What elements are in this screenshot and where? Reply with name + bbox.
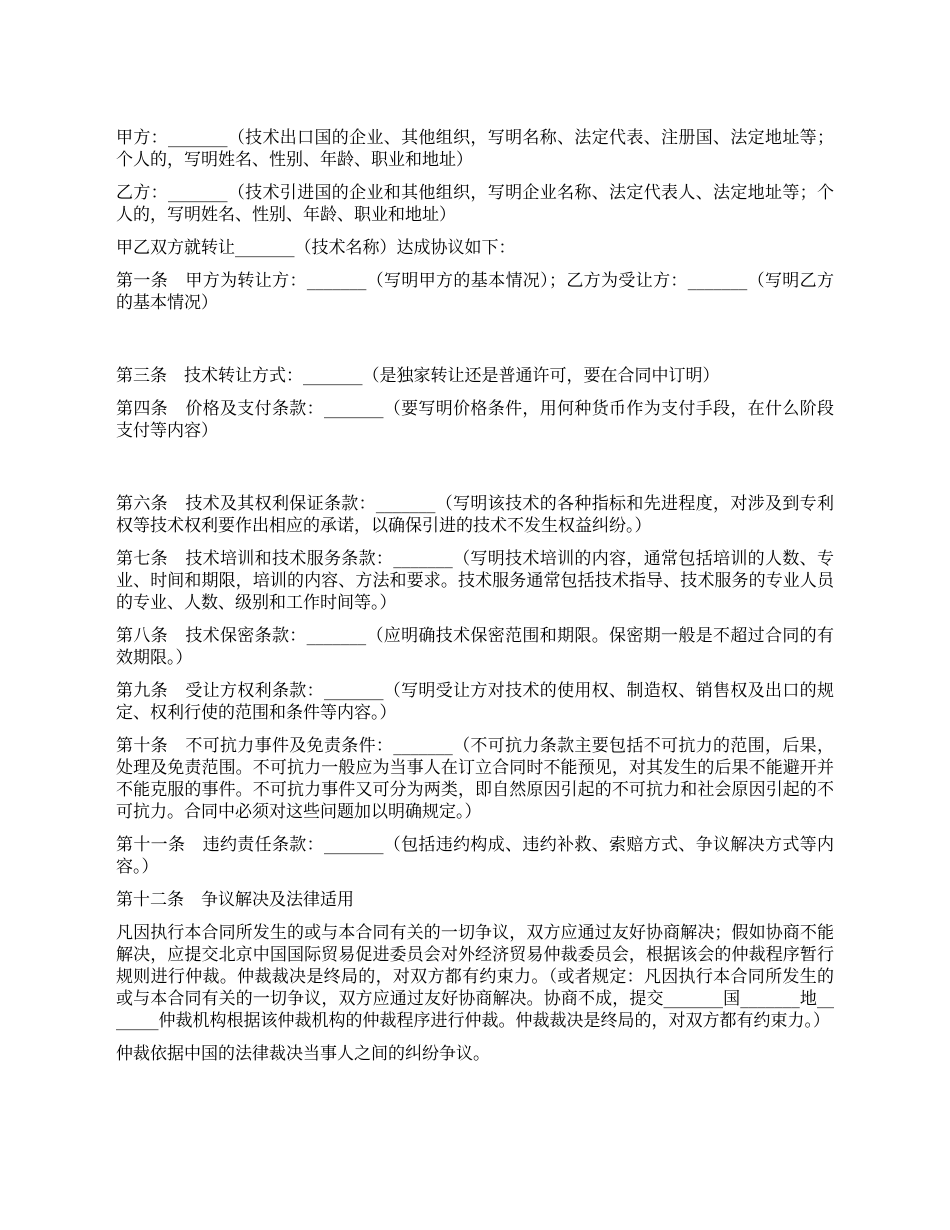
article-10-paragraph: 第十条 不可抗力事件及免责条件：_______（不可抗力条款主要包括不可抗力的范围，后果，处理及免责范围。不可抗力一般应为当事人在订立合同时不能预见，对其发生的后果不能避开并不能克服的事件。不可抗力事件又可分为两类，即自然原因引起的不可抗力和社会原因引起的不可抗力。合同中必须对这些问题加以明确规定。） <box>116 736 834 822</box>
arbitration-paragraph: 凡因执行本合同所发生的或与本合同有关的一切争议，双方应通过友好协商解决；假如协商不能解决，应提交北京中国国际贸易促进委员会对外经济贸易仲裁委员会，根据该会的仲裁程序暂行规则进行仲裁。仲裁裁决是终局的，对双方都有约束力。（或者规定：凡因执行本合同所发生的或与本合同有关的一切争议，双方应通过友好协商解决。协商不成，提交_______国_______地_______仲裁机构根据该仲裁机构的仲裁程序进行仲裁。仲裁裁决是终局的，对双方都有约束力。） <box>116 923 834 1031</box>
article-11-paragraph: 第十一条 违约责任条款：_______（包括违约构成、违约补救、索赔方式、争议解决方式等内容。） <box>116 835 834 877</box>
governing-law-paragraph: 仲裁依据中国的法律裁决当事人之间的纠纷争议。 <box>116 1044 490 1064</box>
party-a-paragraph: 甲方：_______（技术出口国的企业、其他组织，写明名称、法定代表、注册国、法定地址等；个人的，写明姓名、性别、年龄、职业和地址） <box>116 128 834 170</box>
article-9-paragraph: 第九条 受让方权利条款：_______（写明受让方对技术的使用权、制造权、销售权及出口的规定、权利行使的范围和条件等内容。） <box>116 681 834 723</box>
party-b-paragraph: 乙方：_______（技术引进国的企业和其他组织，写明企业名称、法定代表人、法定地址等；个人的，写明姓名、性别、年龄、职业和地址） <box>116 183 834 225</box>
blank-gap <box>116 325 834 365</box>
article-6-paragraph: 第六条 技术及其权利保证条款：_______（写明该技术的各种指标和先进程度，对涉及到专利权等技术权利要作出相应的承诺，以确保引进的技术不发生权益纠纷。） <box>116 494 834 536</box>
article-12-heading: 第十二条 争议解决及法律适用 <box>116 890 354 910</box>
article-8-paragraph: 第八条 技术保密条款：_______（应明确技术保密范围和期限。保密期一般是不超过合同的有效期限。） <box>116 626 834 668</box>
blank-gap <box>116 453 834 493</box>
agreement-intro-paragraph: 甲乙双方就转让_______（技术名称）达成协议如下： <box>116 238 516 258</box>
article-3-paragraph: 第三条 技术转让方式：_______（是独家转让还是普通许可，要在合同中订明） <box>116 366 720 386</box>
article-4-paragraph: 第四条 价格及支付条款：_______（要写明价格条件，用何种货币作为支付手段，在什么阶段支付等内容） <box>116 399 834 441</box>
article-7-paragraph: 第七条 技术培训和技术服务条款：_______（写明技术培训的内容，通常包括培训的人数、专业、时间和期限，培训的内容、方法和要求。技术服务通常包括技术指导、技术服务的专业人员的专业、人数、级别和工作时间等。） <box>116 549 834 613</box>
article-1-paragraph: 第一条 甲方为转让方：_______（写明甲方的基本情况）；乙方为受让方：_______（写明乙方的基本情况） <box>116 271 834 313</box>
document-body <box>116 127 834 1076</box>
